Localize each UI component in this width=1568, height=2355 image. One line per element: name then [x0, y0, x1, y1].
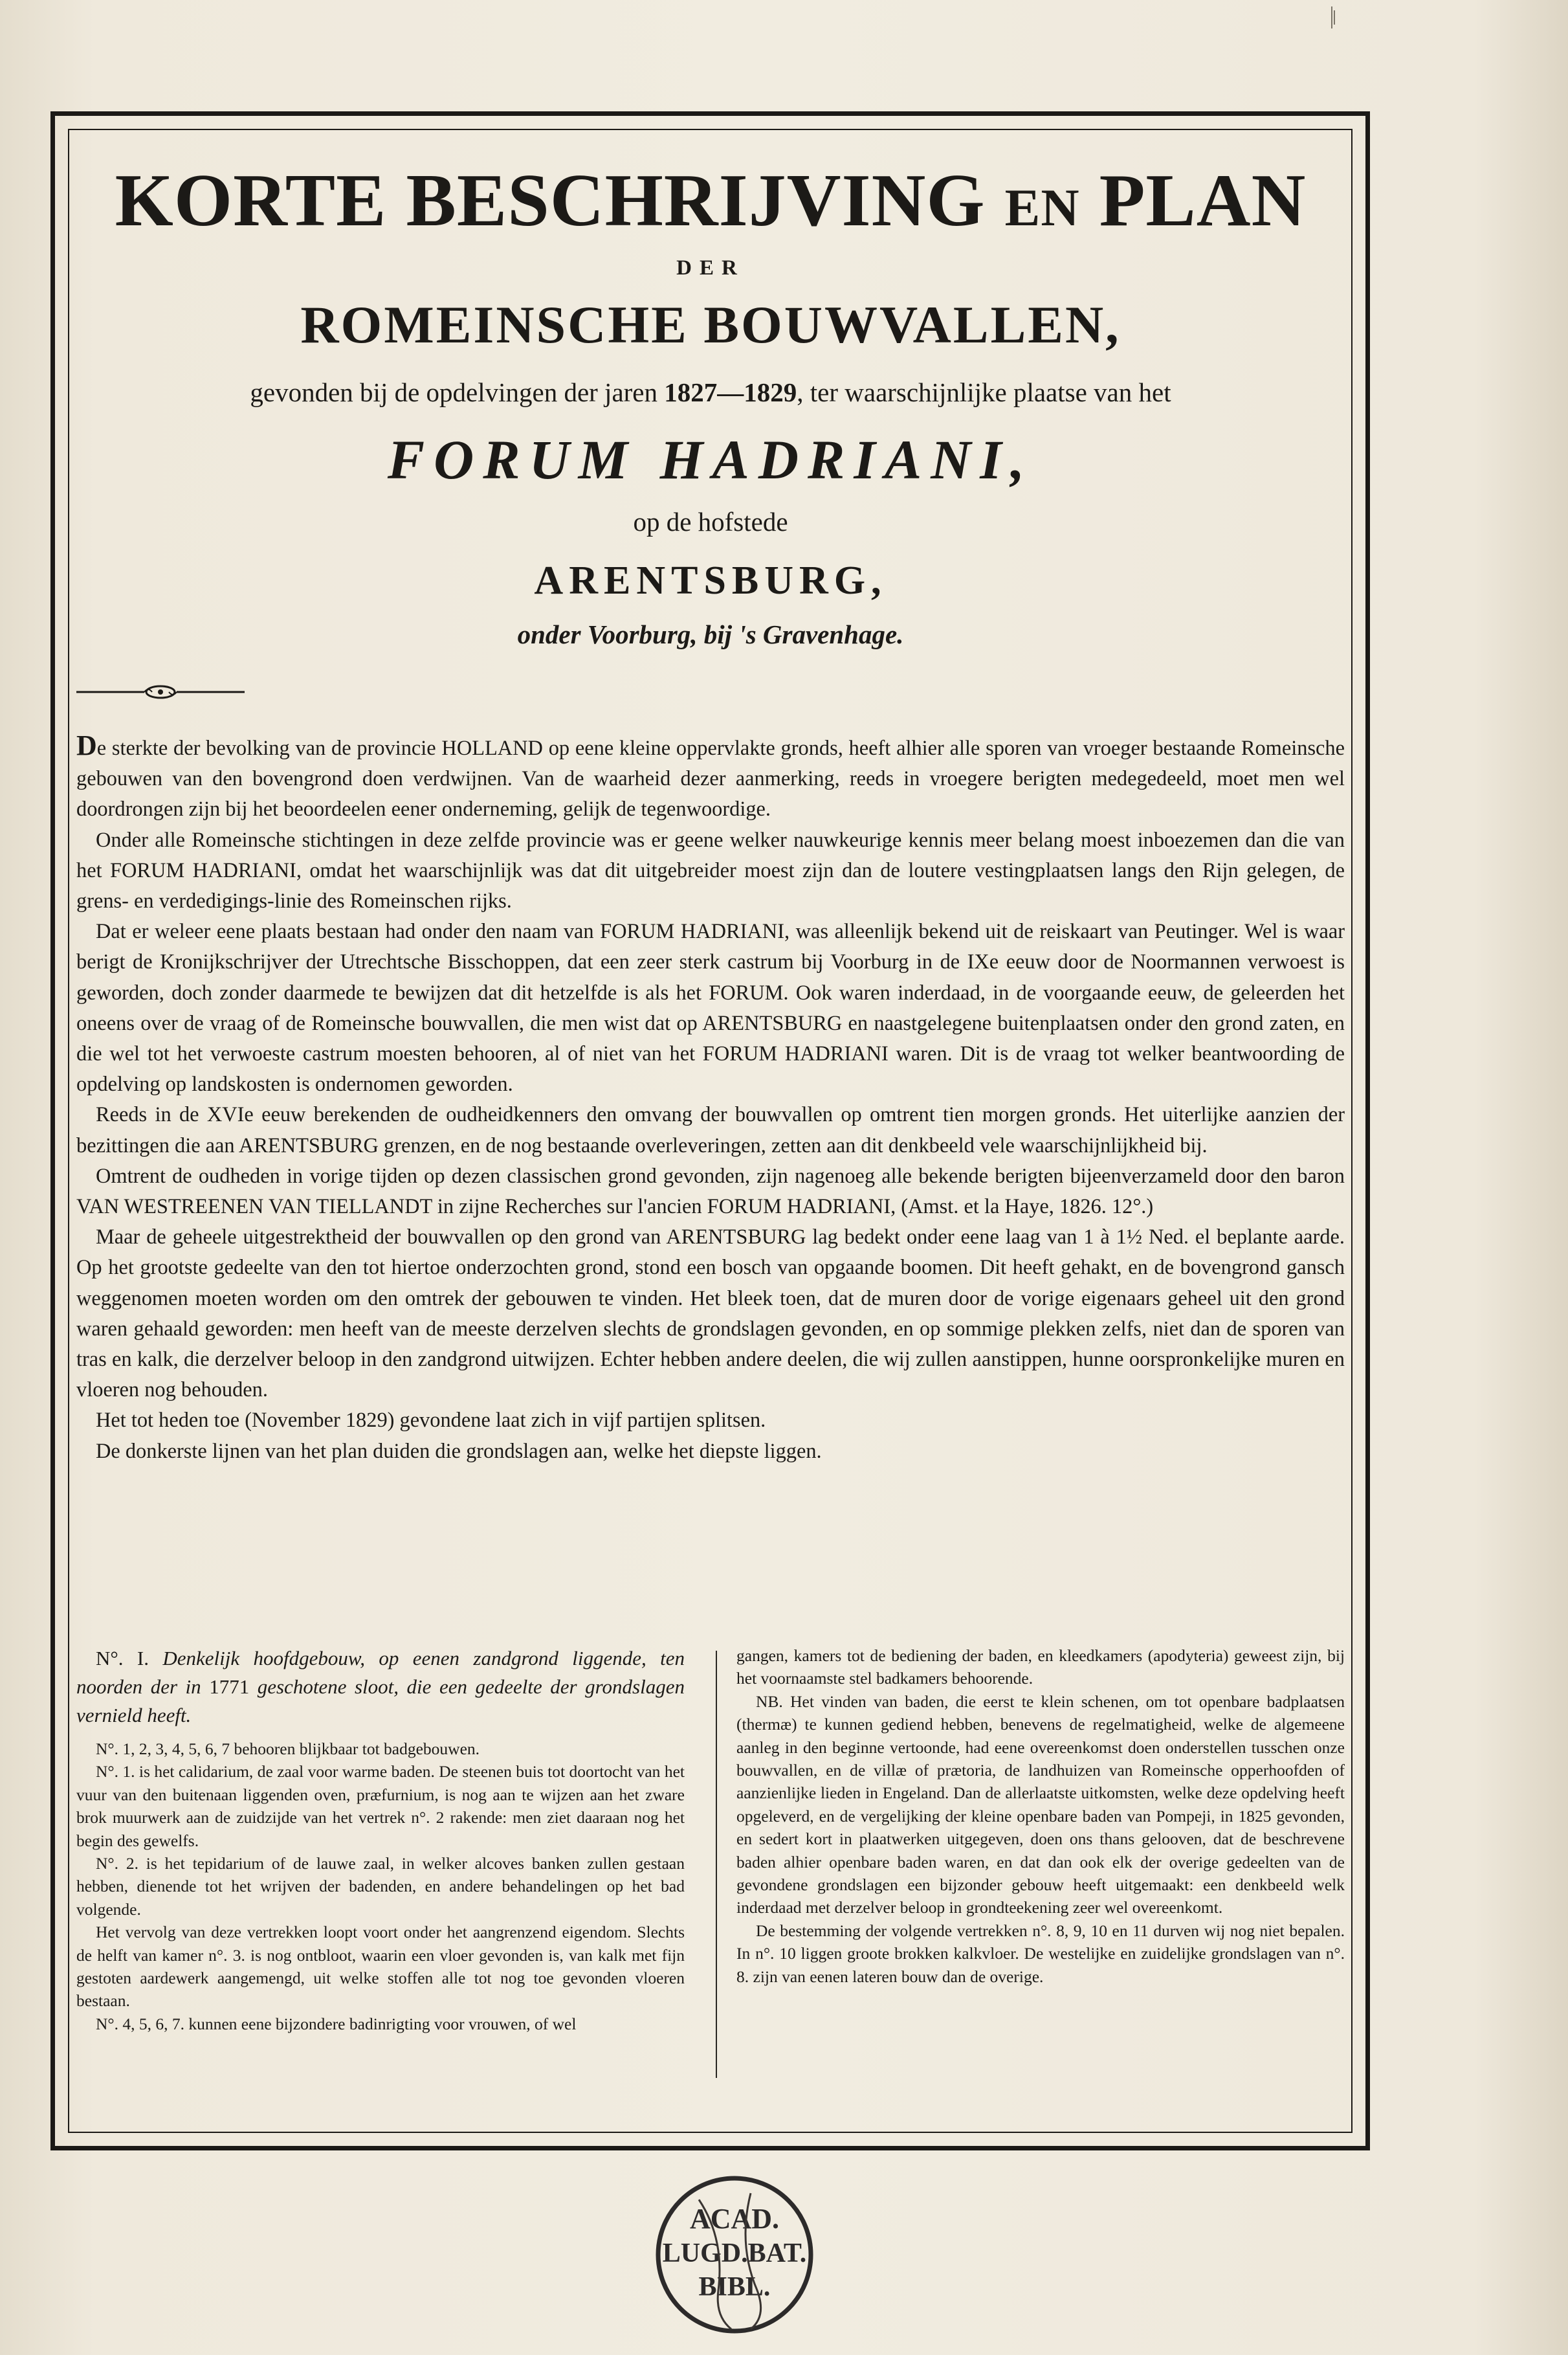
body-paragraph: De donkerste lijnen van het plan duiden die grondslagen aan, welke het diepste liggen.: [96, 1439, 822, 1463]
stamp-line-1: ACAD.: [689, 2203, 780, 2235]
title-forum: FORUM HADRIANI,: [387, 429, 1034, 491]
body-paragraph: Reeds in de XVIe eeuw berekenden de oudheidkenners den omvang der bouwvallen op omtrent tien morgen gronds. Het uiterlijke aanzien der bezittingen die aan ARENTSBURG grenzen, en de nog bestaande overleveringen, zetten aan dit denkbeeld vele waarschijnlijkheid bij.: [76, 1103, 1345, 1157]
body-paragraph: Onder alle Romeinsche stichtingen in deze zelfde provincie was er geene welker nauwkeurige kennis meer belang moest inboezemen dan die van het FORUM HADRIANI, omdat het waarschijnlijk was dat dit uitgebreider moest zijn dan de loutere vestingplaatsen langs den Rijn gelegen, de grens- en verdedigings-linie des Romeinschen rijks.: [76, 828, 1345, 913]
dropcap-letter: D: [76, 730, 97, 761]
body-paragraph: [76, 730, 1345, 825]
right-note: NB. Het vinden van baden, die eerst te klein schenen, om tot openbare badplaatsen (thermæ) te kunnen gediend hebben, benevens de regelmatigheid, welke de algemeene aanleg in den beginne vertoonde, had eene overeenkomst doen onderstellen tusschen onze bouwvallen, en de villæ of prætoria, de landhuizen van Romeinsche opperhoofden of aanzienlijke lieden in Engeland. Dan de allerlaatste uitkomsten, welke deze opdelving heeft opgeleverd, en de vergelijking der kleine openbare baden van Pompeji, in 1825 gevonden, en sedert kort in plaatwerken uitgegeven, doen ons thans gelooven, dat de beschrevene baden alhier openbare baden waren, en dat dan ook elk der overige gedeelten van de gevondene grondslagen een bijzonder gebouw heeft uitgemaakt: een denkbeeld welk inderdaad met derzelver beloop in grondteekening zeer wel overeenkomt.: [736, 1691, 1345, 1917]
body-paragraph: Dat er weleer eene plaats bestaan had onder den naam van FORUM HADRIANI, was alleenlijk bekend uit de reiskaart van Peutinger. Wel is waar berigt de Kronijkschrijver der Utrechtsche Bisschoppen, dat een zeer sterk castrum bij Voorburg in de IXe eeuw door de Noormannen verwoest is geworden, doch zonder daarmede te bewijzen dat dit hetzelfde is als het FORUM. Ook waren inderdaad, in de voorgaande eeuw, de geleerden het oneens over de vraag of de Romeinsche bouwvallen, die men wist dat op ARENTSBURG en naastgelegene buitenplaatsen onder den grond zaten, en die wel tot het verwoeste castrum moesten behooren, al of niet van het FORUM HADRIANI waren. Dit is de vraag tot welker beantwoording de opdelving op landskosten is ondernomen geworden.: [76, 920, 1345, 1097]
title-found-line: [76, 375, 1345, 409]
heading-number: N°. I.: [96, 1647, 149, 1669]
title-der: DER: [676, 256, 745, 280]
ornament-divider-icon: [76, 682, 245, 702]
body-paragraph: Het tot heden toe (November 1829) gevondene laat zich in vijf partijen splitsen.: [96, 1409, 766, 1433]
body-paragraph: Maar de geheele uitgestrektheid der bouwvallen op den grond van ARENTSBURG lag bedekt onder eene laag van 1 à 1½ Ned. el beplante aarde. Op het grootste gedeelte van den tot hiertoe onderzochten grond, stond een bosch van opgaande boomen. Dit heeft gehakt, en de bovengrond gansch weggenomen moeten worden om den omtrek der gebouwen te vinden. Het bleek toen, dat de muren door de vorige eigenaars geheel uit den grond waren gehaald geworden: men heeft van de meeste derzelven slechts de grondslagen gevonden, en op sommige plekken zelfs, niet dan de sporen van tras en kalk, die derzelver beloop in den zandgrond uitwijzen. Echter hebben andere deelen, die wij zullen aanstippen, hunne oorspronkelijke muren en vloeren nog behouden.: [76, 1225, 1345, 1402]
title-subject: ROMEINSCHE BOUWVALLEN,: [300, 295, 1121, 354]
heading-text: Denkelijk hoofdgebouw, op eenen zandgrond liggende, ten noorden der in: [76, 1647, 685, 1698]
title-part-1: KORTE BESCHRIJVING: [115, 159, 986, 242]
stamp-line-2: LUGD.BAT.: [662, 2238, 807, 2268]
paragraph-text: e sterkte der bevolking van de provincie HOLLAND op eene kleine oppervlakte gronds, heeft alhier alle sporen van vroeger bestaande Romeinsche gebouwen van den bovengrond doen verdwijnen. Van de waarheid dezer aanmerking, reeds in vroegere berigten medegedeeld, moet men wel doordrongen zijn bij het beoordeelen eener onderneming, gelijk de tegenwoordige.: [76, 737, 1345, 821]
right-column: [736, 1644, 1345, 1988]
title-part-en: EN: [1004, 178, 1080, 237]
left-note: Het vervolg van deze vertrekken loopt voort onder het aangrenzend eigendom. Slechts de helft van kamer n°. 3. is nog ontbloot, waarin een vloer gevonden is, van kalk met fijn gestoten aardewerk aangemengd, uit welke stoffen alle tot nog toe gevonden vloeren bestaan.: [76, 1923, 685, 2011]
notes-columns: [76, 1644, 1345, 2097]
found-prefix: gevonden bij de opdelvingen der jaren: [250, 377, 658, 407]
left-note: N°. 4, 5, 6, 7. kunnen eene bijzondere badinrigting voor vrouwen, of wel: [96, 2014, 577, 2033]
found-suffix: , ter waarschijnlijke plaatse van het: [797, 377, 1171, 407]
right-note: De bestemming der volgende vertrekken n°. 8, 9, 10 en 11 durven wij nog niet bepalen. In n°. 10 liggen groote brokken kalkvloer. De westelijke en zuidelijke grondslagen van n°. 8. zijn van eenen lateren bouw dan de overige.: [736, 1921, 1345, 1986]
title-estate: ARENTSBURG,: [534, 559, 887, 603]
library-stamp: [654, 2174, 815, 2336]
title-part-plan: PLAN: [1099, 159, 1307, 242]
heading-end: geschotene sloot, die een gedeelte der grondslagen vernield heeft.: [76, 1675, 685, 1726]
heading-year: 1771: [209, 1675, 250, 1698]
title-block: [76, 159, 1345, 1467]
body-paragraph: Omtrent de oudheden in vorige tijden op dezen classischen grond gevonden, zijn nagenoeg alle bekende berigten bijeenverzameld door den baron VAN WESTREENEN VAN TIELLANDT in zijne Recherches sur l'ancien FORUM HADRIANI, (Amst. et la Haye, 1826. 12°.): [76, 1164, 1345, 1219]
corner-mark: [1327, 5, 1340, 31]
main-title: [76, 159, 1345, 250]
body-text: [76, 730, 1345, 1467]
right-note: gangen, kamers tot de bediening der baden, en kleedkamers (apodyteria) geweest zijn, bij het voornaamste stel badkamers behoorende.: [736, 1646, 1345, 1688]
left-note: N°. 1, 2, 3, 4, 5, 6, 7 behooren blijkbaar tot badgebouwen.: [96, 1739, 480, 1758]
left-note: N°. 1. is het calidarium, de zaal voor warme baden. De steenen buis tot doortocht van het vuur van den buitenaan liggenden oven, præfurnium, is nog aan te wijzen aan het zware brok muurwerk aan de zuidzijde van het vertrek n°. 2 rakende: men ziet daaraan nog het begin des gewelfs.: [76, 1762, 685, 1850]
left-column-heading: [76, 1644, 685, 1730]
left-column: [76, 1644, 685, 2035]
column-divider: [716, 1651, 717, 2078]
title-on-estate: op de hofstede: [633, 507, 788, 537]
stamp-line-3: BIBL.: [698, 2272, 771, 2302]
title-location: onder Voorburg, bij 's Gravenhage.: [517, 619, 904, 649]
found-years: 1827—1829: [664, 377, 797, 407]
left-note: N°. 2. is het tepidarium of de lauwe zaal, in welker alcoves banken zullen gestaan hebben, dienende tot het wrijven der badenden, en andere behandelingen op het bad volgende.: [76, 1854, 685, 1919]
